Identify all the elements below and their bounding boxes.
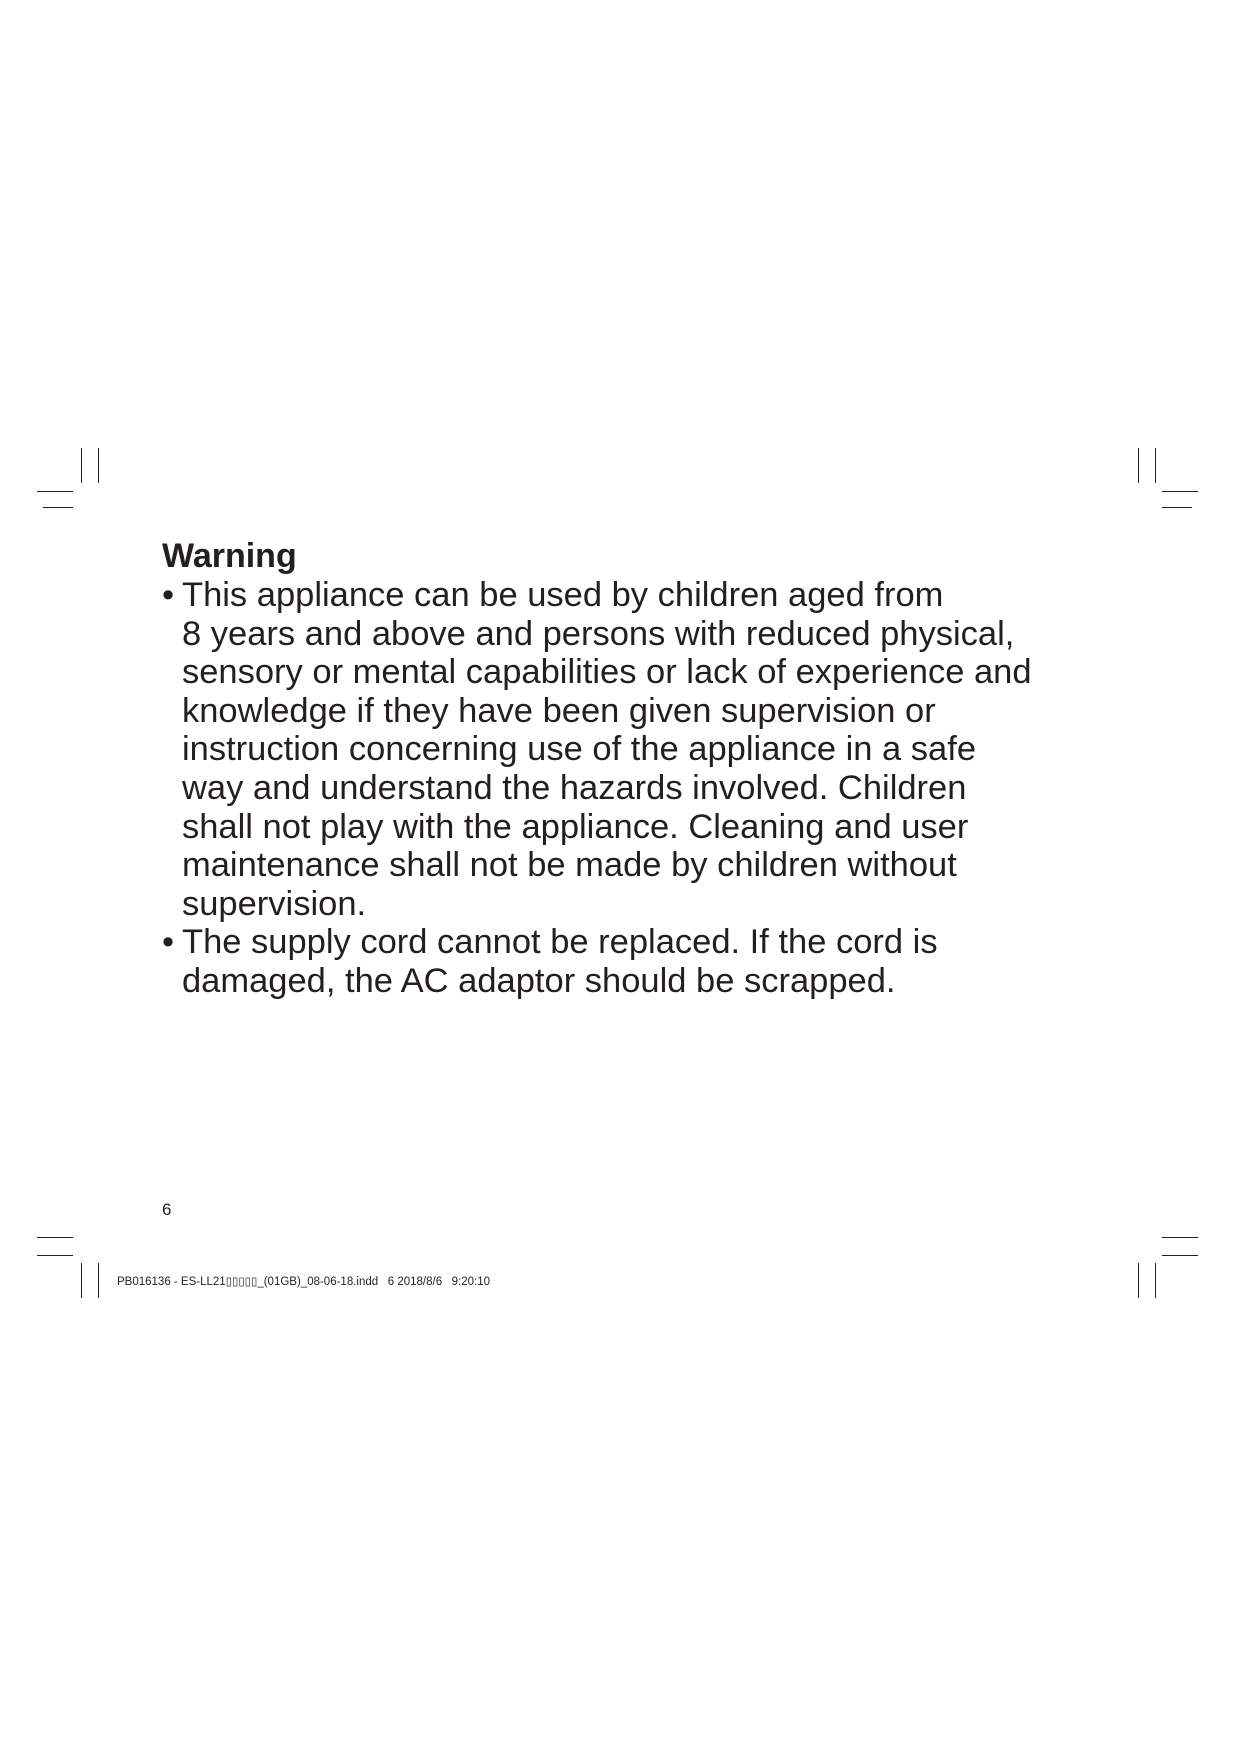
crop-mark	[1155, 448, 1156, 483]
crop-mark	[1155, 1263, 1156, 1298]
warning-heading: Warning	[162, 537, 297, 575]
crop-mark	[1138, 448, 1139, 483]
warning-line: knowledge if they have been given supervision or	[182, 691, 936, 730]
warning-list	[162, 576, 1122, 1001]
crop-mark	[1162, 507, 1192, 508]
warning-item	[162, 576, 1122, 923]
crop-mark	[37, 1237, 73, 1238]
print-slug: PB016136 - ES-LL21▯▯▯▯▯_(01GB)_08-06-18.indd 6 2018/8/6 9:20:10	[117, 1276, 491, 1288]
warning-line: This appliance can be used by children aged from	[182, 576, 944, 614]
warning-line: The supply cord cannot be replaced. If the cord is	[182, 923, 938, 962]
warning-line: supervision.	[182, 884, 367, 923]
warning-line: damaged, the AC adaptor should be scrapped.	[182, 961, 896, 1000]
crop-mark	[1162, 491, 1198, 492]
crop-mark	[98, 448, 99, 483]
bullet: •	[162, 576, 175, 614]
warning-line: sensory or mental capabilities or lack of experience and	[182, 653, 1032, 692]
crop-mark	[1162, 1237, 1198, 1238]
warning-line: instruction concerning use of the appliance in a safe	[182, 730, 977, 769]
crop-mark	[37, 1255, 73, 1256]
crop-mark	[43, 507, 73, 508]
crop-mark	[81, 1263, 82, 1298]
warning-section	[162, 536, 1122, 1001]
warning-line: shall not play with the appliance. Cleaning and user	[182, 807, 969, 846]
warning-line: way and understand the hazards involved. Children	[182, 768, 967, 807]
crop-mark	[98, 1263, 99, 1298]
crop-mark	[1138, 1263, 1139, 1298]
crop-mark	[81, 448, 82, 483]
warning-line: 8 years and above and persons with reduced physical,	[182, 614, 1015, 653]
warning-item	[162, 923, 1122, 1000]
crop-mark	[1162, 1255, 1198, 1256]
bullet: •	[162, 923, 175, 962]
page-number: 6	[162, 1200, 172, 1219]
warning-line: maintenance shall not be made by children without	[182, 846, 957, 885]
crop-mark	[37, 491, 73, 492]
